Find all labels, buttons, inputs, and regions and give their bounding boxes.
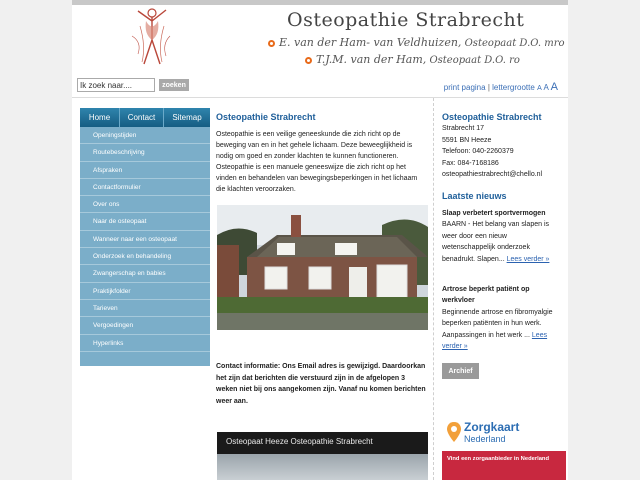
video-thumbnail xyxy=(217,454,428,480)
font-size-medium-link[interactable]: A xyxy=(543,83,549,92)
zorgkaart-subtitle: Nederland xyxy=(464,434,506,444)
archive-button[interactable]: Archief xyxy=(442,363,479,379)
author-line-2 xyxy=(305,53,520,66)
author-name: E. van der Ham- van Veldhuizen, xyxy=(279,36,462,49)
sidebar-item-naar-de-osteopaat[interactable]: Naar de osteopaat xyxy=(80,213,210,230)
font-size-label[interactable]: lettergrootte xyxy=(492,83,535,92)
contact-info-notice: Contact informatie: Ons Email adres is gewijzigd. Daardoorkan het zijn dat berichten die verstuurd zijn in de afgelopen 3 weken niet bij ons aangekomen zijn. Vanaf nu komen berichten weer aan. xyxy=(216,363,426,405)
address-block xyxy=(442,123,542,181)
main-content xyxy=(216,108,428,446)
sidebar-item-vergoedingen[interactable]: Vergoedingen xyxy=(80,317,210,334)
author-title: Osteopaat D.O. mro xyxy=(464,38,565,49)
tab-home[interactable]: Home xyxy=(80,108,120,127)
search-input[interactable] xyxy=(77,78,155,92)
news-item-title[interactable]: Artrose beperkt patiënt op werkvloer xyxy=(442,286,530,305)
news-item-text: Beginnende artrose en fibromyalgie beperken patiënten in hun werk. Aanpassingen in het werk ... xyxy=(442,308,553,339)
nav-top-tabs xyxy=(80,108,210,127)
address-city: 5591 BN Heeze xyxy=(442,136,492,144)
sidebar-item-contactformulier[interactable]: Contactformulier xyxy=(80,179,210,196)
read-more-link[interactable]: Lees verder » xyxy=(442,331,548,351)
address-title: Osteopathie Strabrecht xyxy=(442,112,542,122)
font-size-large-link[interactable]: A xyxy=(550,81,558,93)
news-item xyxy=(442,208,560,265)
news-item xyxy=(442,284,560,352)
address-phone: Telefoon: 040-2260379 xyxy=(442,148,514,155)
sidebar-item-afspraken[interactable]: Afspraken xyxy=(80,162,210,179)
page xyxy=(72,0,568,480)
nav-footer xyxy=(80,352,210,366)
page-title: Osteopathie Strabrecht xyxy=(216,112,316,122)
header xyxy=(72,5,568,69)
search-bar xyxy=(72,72,568,98)
search-button[interactable]: zoeken xyxy=(159,79,189,91)
sidebar-nav xyxy=(80,108,210,366)
map-pin-icon xyxy=(446,421,462,443)
zorgkaart-widget-text: Vind een zorgaanbieder in Nederland xyxy=(447,456,550,462)
read-more-link[interactable]: Lees verder » xyxy=(506,255,550,263)
author-name: T.J.M. van der Ham, xyxy=(316,53,427,66)
news-item-title[interactable]: Slaap verbetert sportvermogen xyxy=(442,210,546,217)
sidebar-item-hyperlinks[interactable]: Hyperlinks xyxy=(80,335,210,352)
zorgkaart-widget[interactable] xyxy=(442,451,566,480)
sidebar-item-over-ons[interactable]: Over ons xyxy=(80,196,210,213)
right-column xyxy=(433,98,568,480)
zorgkaart-title: Zorgkaart xyxy=(464,420,520,434)
address-fax: Fax: 084-7168186 xyxy=(442,159,499,167)
separator: | xyxy=(487,83,490,92)
sidebar-item-wanneer[interactable]: Wanneer naar een osteopaat xyxy=(80,231,210,248)
bullet-circle-icon xyxy=(268,40,275,47)
news-title: Laatste nieuws xyxy=(442,191,507,201)
tab-contact[interactable]: Contact xyxy=(120,108,164,127)
practice-building-photo xyxy=(217,205,428,330)
address-street: Strabrecht 17 xyxy=(442,125,485,132)
author-title: Osteopaat D.O. ro xyxy=(429,55,520,66)
site-title: Osteopathie Strabrecht xyxy=(287,9,525,31)
sidebar-item-openingstijden[interactable]: Openingstijden xyxy=(80,127,210,144)
sidebar-item-praktijkfolder[interactable]: Praktijkfolder xyxy=(80,283,210,300)
sidebar-item-tarieven[interactable]: Tarieven xyxy=(80,300,210,317)
tab-sitemap[interactable]: Sitemap xyxy=(164,108,210,127)
intro-text: Osteopathie is een veilige geneeskunde die zich richt op de beweging van en in het gehele lichaam. Deze beweeglijkheid is nodig om goed en zonder klachten te kunnen functioneren. Osteopathie is een manuele geneeswijze die zich richt op het vinden en behandelen van bewegingsbeperkingen in het lichaam die klachten veroorzaken. xyxy=(216,131,418,193)
sidebar-item-zwangerschap[interactable]: Zwangerschap en babies xyxy=(80,265,210,282)
utility-links xyxy=(444,81,558,93)
news-item-text: BAARN - Het belang van slapen is weer door een nieuw wetenschappelijk onderzoek benadrukt. Slapen... xyxy=(442,221,549,263)
sidebar-item-routebeschrijving[interactable]: Routebeschrijving xyxy=(80,144,210,161)
author-line-1 xyxy=(268,36,565,49)
video-title: Osteopaat Heeze Osteopathie Strabrecht xyxy=(226,437,373,446)
anatomy-logo-icon xyxy=(122,6,177,68)
print-page-link[interactable]: print pagina xyxy=(443,83,486,92)
zorgkaart-logo[interactable] xyxy=(444,419,564,449)
bullet-circle-icon xyxy=(305,57,312,64)
sidebar-item-onderzoek[interactable]: Onderzoek en behandeling xyxy=(80,248,210,265)
address-email: osteopathiestrabrecht@chello.nl xyxy=(442,171,543,178)
video-player[interactable] xyxy=(217,432,428,480)
font-size-small-link[interactable]: A xyxy=(537,85,542,92)
